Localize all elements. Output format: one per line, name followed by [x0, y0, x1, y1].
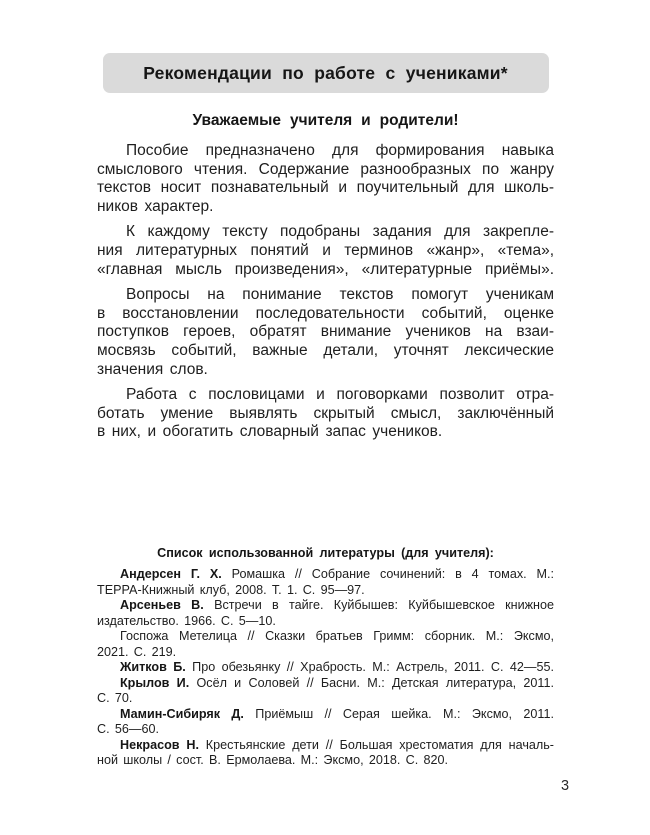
bib-text: Госпожа Метелица // Сказки братьев Гримм: сборник. М.: Эксмо, [120, 629, 554, 644]
text-line [97, 567, 554, 583]
bib-text: Встречи в тайге. Куйбышев: Куйбышевское книжное [214, 598, 555, 613]
text-line: ников характер. [97, 197, 214, 215]
bibliography-entries [97, 567, 554, 769]
paragraph-4 [97, 386, 554, 442]
bibliography-entry [97, 676, 554, 707]
body-text [97, 142, 554, 442]
text-line: ной школы / сост. В. Ермолаева. М.: Эксмо, 2018. С. 820. [97, 753, 448, 768]
text-line [97, 598, 554, 614]
text-line: К каждому тексту подобраны задания для закрепле- [126, 223, 554, 241]
bib-author: Некрасов Н. [120, 737, 199, 752]
text-line: С. 70. [97, 691, 133, 706]
text-line: 2021. С. 219. [97, 644, 177, 659]
text-line: ТЕРРА-Книжный клуб, 2008. Т. 1. С. 95—97. [97, 582, 365, 597]
bib-author: Андерсен Г. Х. [120, 567, 222, 582]
paragraph-3 [97, 286, 554, 379]
text-line: С. 56—60. [97, 722, 159, 737]
text-line: поступков героев, обратят внимание учеников на взаи- [97, 323, 554, 341]
text-line: Пособие предназначено для формирования навыка [126, 142, 554, 159]
bib-text: Приёмыш // Серая шейка. М.: Эксмо, 2011. [255, 706, 554, 721]
page-number: 3 [561, 778, 570, 794]
bibliography-entry [97, 567, 554, 598]
bib-text: Крестьянские дети // Большая хрестоматия для началь- [205, 737, 554, 752]
text-line: Вопросы на понимание текстов помогут ученикам [126, 286, 554, 304]
text-line [97, 660, 554, 676]
text-line [97, 629, 554, 645]
bib-author: Крылов И. [120, 675, 190, 690]
paragraph-2 [97, 223, 554, 279]
text-line: «главная мысль произведения», «литературные приёмы». [97, 260, 554, 278]
paragraph-1 [97, 142, 554, 216]
text-line: ния литературных понятий и терминов «жанр», «тема», [97, 241, 554, 259]
text-line: издательство. 1966. С. 5—10. [97, 613, 276, 628]
bibliography-entry [97, 738, 554, 769]
text-line: в них, и обогатить словарный запас учеников. [97, 423, 443, 441]
text-line: ботать умение выявлять скрытый смысл, заключённый [97, 404, 554, 422]
bibliography-entry [97, 660, 554, 676]
bib-text: Осёл и Соловей // Басни. М.: Детская литература, 2011. [196, 675, 555, 690]
bibliography-entry [97, 598, 554, 629]
title-box [103, 53, 549, 93]
bib-text: Ромашка // Собрание сочинений: в 4 томах. М.: [231, 567, 555, 582]
page-title: Рекомендации по работе с учениками* [143, 62, 508, 83]
bib-author: Житков Б. [120, 660, 186, 675]
text-line: значения слов. [97, 360, 208, 378]
bibliography-entry [97, 707, 554, 738]
text-line: Работа с пословицами и поговорками позволит отра- [126, 386, 554, 404]
bibliography-entry [97, 629, 554, 660]
text-line: в восстановлении последовательности событий, оценке [97, 304, 554, 322]
bib-author: Арсеньев В. [120, 598, 204, 613]
text-line [97, 738, 554, 754]
text-line: текстов носит познавательный и поучительный для школь- [97, 179, 554, 197]
text-line: смыслового чтения. Содержание разнообразных по жанру [97, 160, 554, 178]
bibliography-heading: Список использованной литературы (для учителя): [157, 545, 494, 560]
text-line [97, 676, 554, 692]
text-line: мосвязь событий, важные детали, уточнят лексические [97, 341, 554, 359]
bibliography [97, 546, 554, 769]
text-line [97, 707, 554, 723]
bib-text: Про обезьянку // Храбрость. М.: Астрель, 2011. С. 42—55. [192, 660, 554, 675]
bib-author: Мамин-Сибиряк Д. [120, 706, 244, 721]
greeting-heading: Уважаемые учителя и родители! [192, 112, 459, 129]
